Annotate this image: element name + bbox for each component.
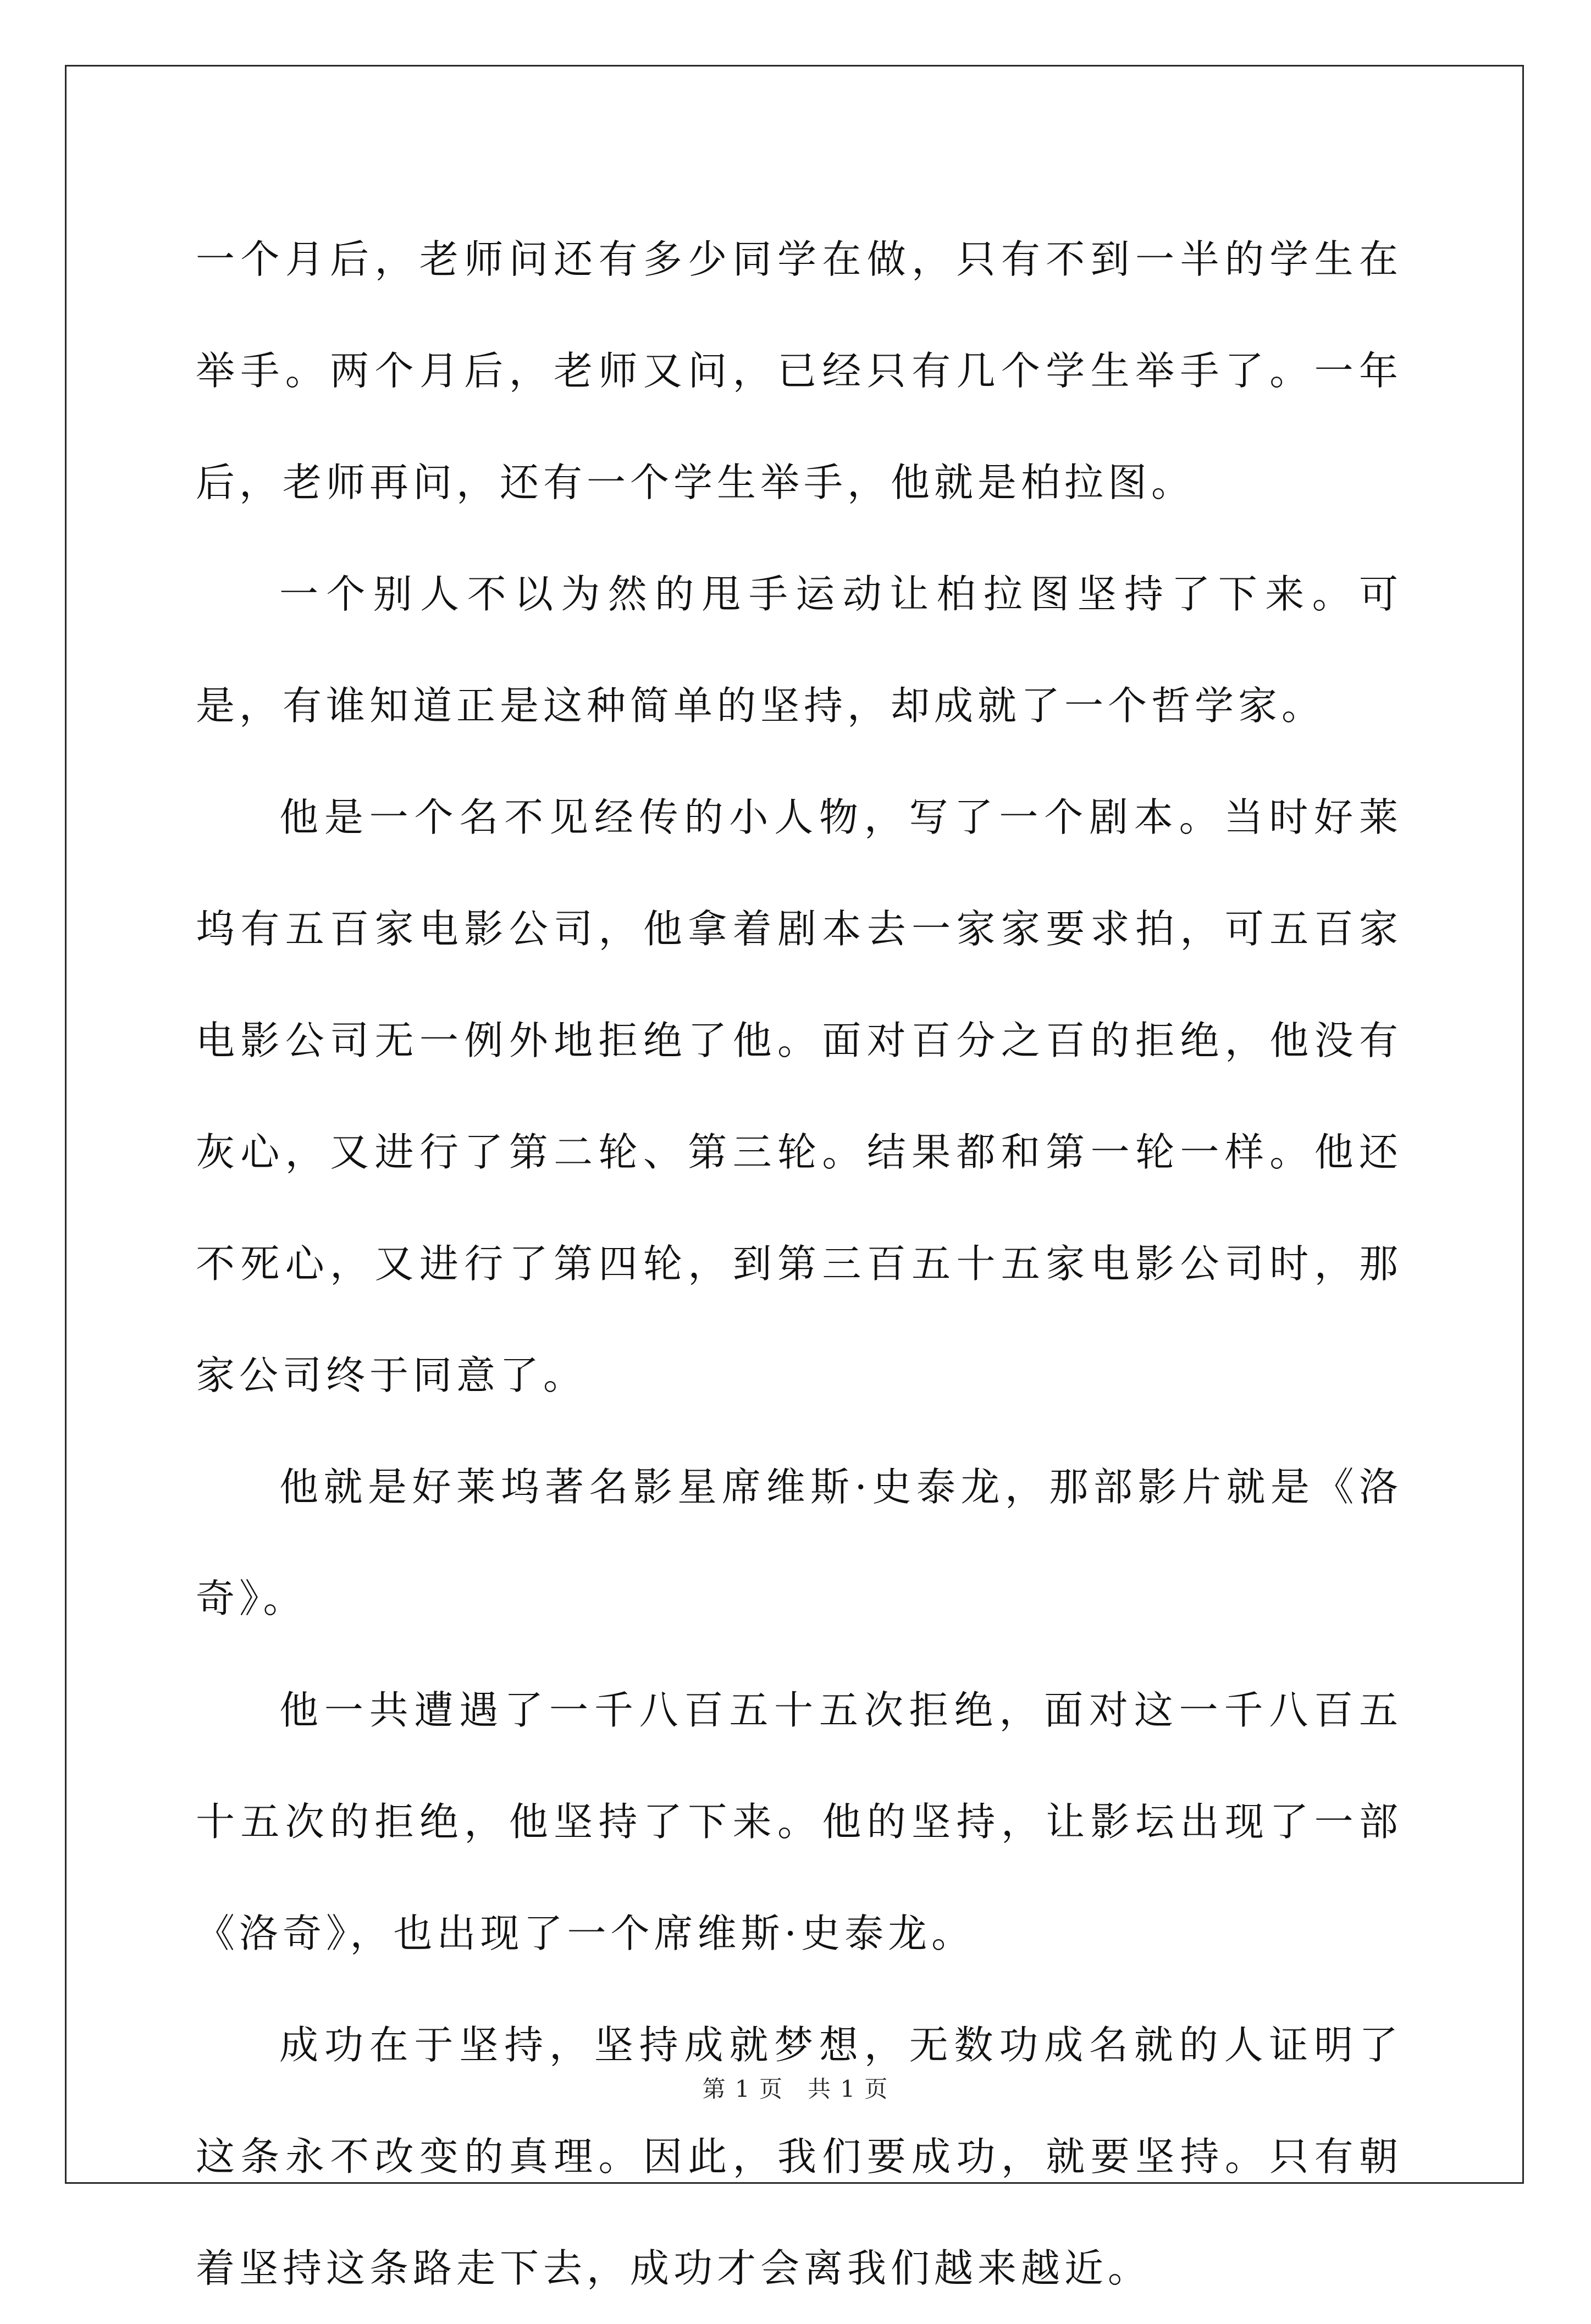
paragraph-6: 成功在于坚持，坚持成就梦想，无数功成名就的人证明了这条永不改变的真理。因此，我们要成功，就要坚持。只有朝着坚持这条路走下去，成功才会离我们越来越近。	[196, 2022, 1402, 2291]
page-number-footer: 第 1 页 共 1 页	[702, 2075, 889, 2102]
document-body	[196, 203, 1402, 2324]
paragraph-2: 一个别人不以为然的甩手运动让柏拉图坚持了下来。可是，有谁知道正是这种简单的坚持，却成就了一个哲学家。	[196, 571, 1402, 728]
paragraph-1: 一个月后，老师问还有多少同学在做，只有不到一半的学生在举手。两个月后，老师又问，已经只有几个学生举手了。一年后，老师再问，还有一个学生举手，他就是柏拉图。	[196, 236, 1402, 505]
paragraph-5: 他一共遭遇了一千八百五十五次拒绝，面对这一千八百五十五次的拒绝，他坚持了下来。他的坚持，让影坛出现了一部《洛奇》，也出现了一个席维斯·史泰龙。	[196, 1687, 1402, 1956]
paragraph-3: 他是一个名不见经传的小人物，写了一个剧本。当时好莱坞有五百家电影公司，他拿着剧本去一家家要求拍，可五百家电影公司无一例外地拒绝了他。面对百分之百的拒绝，他没有灰心，又进行了第二轮、第三轮。结果都和第一轮一样。他还不死心，又进行了第四轮，到第三百五十五家电影公司时，那家公司终于同意了。	[196, 794, 1402, 1398]
paragraph-4: 他就是好莱坞著名影星席维斯·史泰龙，那部影片就是《洛奇》。	[196, 1464, 1402, 1621]
